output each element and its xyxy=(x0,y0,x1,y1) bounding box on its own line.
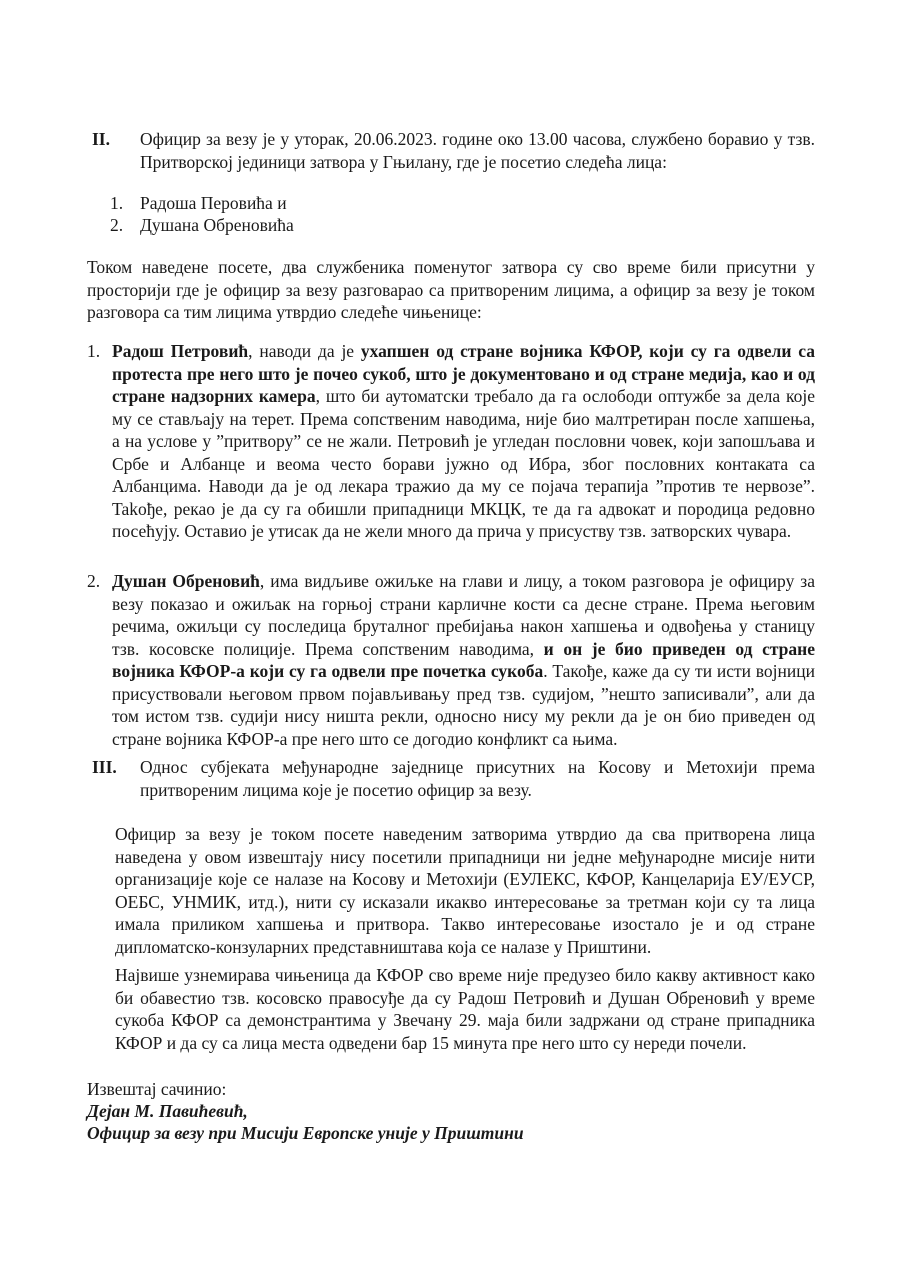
section-2-intro: Официр за везу је у уторак, 20.06.2023. године око 13.00 часова, службено боравио у тзв. Притворској јединици затвора у Гњилану, где је посетио следећа лица: xyxy=(140,129,815,172)
fact-2-text-a: , има видљиве ожиљке на глави и лицу, а током разговора је официру за везу показао и ожиљак на горњој страни карличне кости са десне стране. Према његовим речима, ожиљци су последица бруталног пребијања након хапшења и одвођења у станицу тзв. косовске полиције. Према сопственим наводима, xyxy=(112,571,815,659)
prepared-by-label: Извештај сачинио: xyxy=(87,1079,227,1099)
section-3-numeral: III. xyxy=(92,757,117,777)
fact-1-bold-statement: ухапшен од стране војника КФОР, који су га одвели са протеста пре него што је почео сукоб, што је документовано и од стране медија, као и од стране надзорних камера xyxy=(112,341,815,406)
visit-paragraph: Током наведене посете, два службеника поменутог затвора су сво време били присутни у просторији где је официр за везу разговарао са притвореним лицима, а официр за везу је током разговора са тим лицима утврдио следеће чињенице: xyxy=(87,257,815,322)
section-3-paragraph-1: Официр за везу је током посете наведеним затворима утврдио да сва притворена лица наведена у овом извештају нису посетили припадници ни једне међународне мисије нити организације које се налазе на Косову и Метохији (ЕУЛЕКС, КФОР, Канцеларија ЕУ/ЕУСР, ОЕБС, УНМИК, итд.), нити су исказали икакво интересовање за третман који су та лица имала приликом хапшења и притвора. Такво интересовање изостало је и од стране дипломатско-конзуларних представништава која се налазе у Приштини. xyxy=(115,824,815,957)
fact-1-text-b: , што би аутоматски требало да га ослободи оптужбе за дела које му се стављају на терет. Према сопственим наводима, није био малтретиран после хапшења, а на услове у ”притвору” се не жали. Петровић је угледан пословни човек, који запошљава и Србе и Албанце и веома често борави јужно од Ибра, због пословних контаката са Албанцима. Наводи да је од лекара тражио да му се појача терапија ”против те нервозе”. Takoђe, рекао је да су га обишли припадници МКЦК, те да га адвокат и породица редовно посећују. Оставио је утисак да не жели много да прича у присуству тзв. затворских чувара. xyxy=(112,386,815,541)
list-item-2-number: 2. xyxy=(110,215,124,235)
section-3-paragraph-2: Највише узнемирава чињеница да КФОР сво време није предузео било какву активност како би обавестио тзв. косовско правосуђе да су Радош Петровић и Душан Обреновић у време сукоба КФОР са демонстрантима у Звечану 29. маја били задржани од стране припадника КФОР и да су са лица места одведени бар 15 минута пре него што су нереди почели. xyxy=(115,965,815,1053)
list-item-1-text: Радоша Перовића и xyxy=(140,193,287,213)
fact-1-person-name: Радош Петровић xyxy=(112,341,249,361)
author-name: Дејан М. Павићевић, xyxy=(87,1101,248,1121)
author-title: Официр за везу при Мисији Европске уније у Приштини xyxy=(87,1123,524,1143)
fact-1-number: 1. xyxy=(87,341,101,361)
list-item-2-text: Душана Обреновића xyxy=(140,215,294,235)
fact-2-paragraph xyxy=(112,570,815,750)
section-2-numeral: II. xyxy=(92,129,110,149)
fact-2-number: 2. xyxy=(87,571,101,591)
fact-1-paragraph xyxy=(112,340,815,543)
list-item-1-number: 1. xyxy=(110,193,124,213)
section-3-heading: Однос субјеката међународне заједнице присутних на Косову и Метохији према притвореним лицима које је посетио официр за везу. xyxy=(140,757,815,800)
fact-2-bold-statement: и он је био приведен од стране војника КФОР-а који су га одвели пре почетка сукоба xyxy=(112,638,815,681)
fact-2-text-b: . Такође, каже да су ти исти војници присуствовали његовом првом појављивању пред тзв. судијом, ”нешто записивали”, али да том истом тзв. судији нису ништа рекли, односно нису му рекли да је он био приведен од стране војника КФОР-а пре него што се догодио конфликт са њима. xyxy=(112,661,815,749)
fact-2-person-name: Душан Обреновић xyxy=(112,571,260,591)
fact-1-text-a: , наводи да је xyxy=(248,341,361,361)
